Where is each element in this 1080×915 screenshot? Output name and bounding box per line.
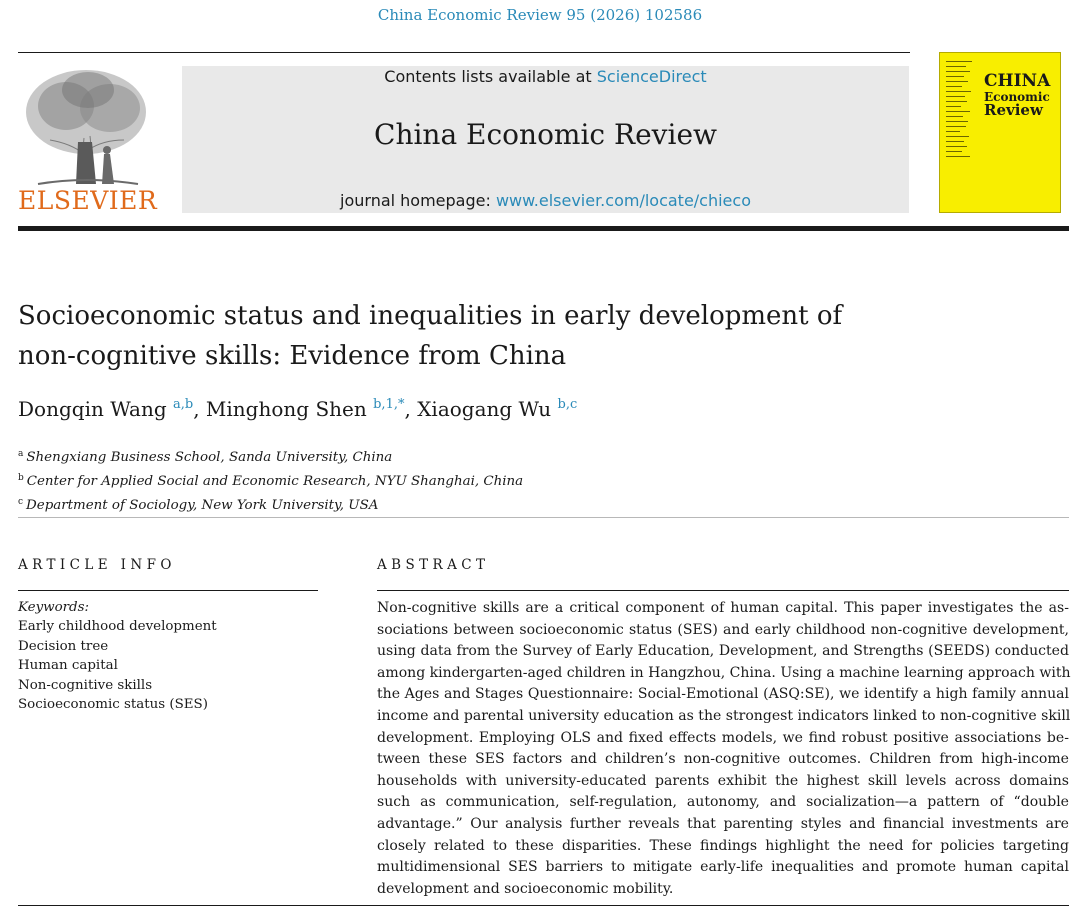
journal-citation[interactable]: China Economic Review 95 (2026) 102586 xyxy=(377,6,703,24)
publisher-name: ELSEVIER xyxy=(18,186,158,215)
abstract-line: advantage.” Our analysis further reveals that parenting styles and financial investments are xyxy=(377,815,1069,832)
affiliation-mark: c xyxy=(18,497,24,507)
author-separator: , xyxy=(193,397,206,421)
cover-title-line3: Review xyxy=(984,101,1043,119)
abstract-line: sociations between socioeconomic status (SES) and early childhood non-cognitive development, xyxy=(377,621,1069,638)
affiliation-item xyxy=(18,492,523,516)
affiliation-item xyxy=(18,468,523,492)
author-affiliation-marks[interactable]: b,c xyxy=(557,397,578,412)
abstract-line: closely related to these disparities. These findings highlight the need for policies targeting xyxy=(377,837,1069,854)
abstract-line: income and parental university education as the strongest indicators linked to non-cognitive skill xyxy=(377,707,1071,724)
article-info-rule xyxy=(18,590,318,591)
abstract-rule xyxy=(377,590,1069,591)
journal-banner xyxy=(182,66,909,213)
journal-title: China Economic Review xyxy=(374,118,717,151)
article-title-line1: Socioeconomic status and inequalities in early development of xyxy=(18,301,843,331)
sciencedirect-link[interactable]: ScienceDirect xyxy=(596,67,707,86)
journal-cover-image[interactable] xyxy=(939,52,1061,213)
abstract-heading: ABSTRACT xyxy=(377,557,490,573)
keywords-block xyxy=(18,598,217,714)
cover-contents-lines xyxy=(946,61,976,161)
affiliation-mark: a xyxy=(18,449,24,459)
author-affiliation-marks[interactable]: b,1,* xyxy=(373,397,405,412)
article-info-heading: ARTICLE INFO xyxy=(18,557,176,573)
author-separator: , xyxy=(404,397,418,421)
author-name[interactable]: Dongqin Wang xyxy=(18,397,167,421)
cover-title-line2: Economic xyxy=(984,90,1050,104)
homepage-line xyxy=(182,191,909,210)
homepage-prefix: journal homepage: xyxy=(340,191,496,210)
abstract-line: households with university-educated parents exhibit the highest skill levels across domains xyxy=(377,772,1069,789)
homepage-link[interactable]: www.elsevier.com/locate/chieco xyxy=(495,191,751,210)
author-list xyxy=(18,397,577,421)
abstract-line: development. Employing OLS and fixed effects models, we find robust positive associations be- xyxy=(377,729,1069,746)
affiliation-text: Shengxiang Business School, Sanda University, China xyxy=(26,450,393,465)
keyword-item[interactable]: Early childhood development xyxy=(18,619,217,635)
header-rule xyxy=(18,52,910,53)
keyword-item[interactable]: Decision tree xyxy=(18,638,109,654)
abstract-line: multidimensional SES barriers to mitigate early-life inequalities and promote human capital xyxy=(377,859,1069,876)
abstract-line: tween these SES factors and children’s non-cognitive outcomes. Children from high-income xyxy=(377,751,1069,768)
affiliation-list xyxy=(18,444,523,516)
abstract-line: using data from the Survey of Early Education, Development, and Strengths (SEEDS) conducted xyxy=(377,643,1069,660)
abstract-line: Non-cognitive skills are a critical component of human capital. This paper investigates the as- xyxy=(377,600,1069,616)
banner-rule xyxy=(18,226,1069,231)
affiliation-item xyxy=(18,444,523,468)
keyword-item[interactable]: Human capital xyxy=(18,658,118,674)
cover-title-line1: CHINA xyxy=(984,71,1051,91)
keyword-item[interactable]: Non-cognitive skills xyxy=(18,677,153,693)
article-title-line2: non-cognitive skills: Evidence from China xyxy=(18,341,567,371)
author-name[interactable]: Minghong Shen xyxy=(205,397,367,421)
affiliation-mark: b xyxy=(18,473,24,483)
footer-rule xyxy=(18,905,1069,906)
affiliation-text: Department of Sociology, New York University, USA xyxy=(26,498,379,513)
abstract-line: development and socioeconomic mobility. xyxy=(377,880,674,897)
keyword-item[interactable]: Socioeconomic status (SES) xyxy=(18,697,208,713)
article-title xyxy=(18,296,1018,376)
cover-title xyxy=(984,73,1050,118)
abstract-text xyxy=(377,598,1069,900)
abstract-line: such as communication, self-regulation, autonomy, and socialization—a pattern of “double xyxy=(377,794,1069,811)
section-divider xyxy=(18,517,1069,518)
abstract-line: among kindergarten-aged children in Hangzhou, China. Using a machine learning approach with xyxy=(377,664,1071,681)
affiliation-text: Center for Applied Social and Economic Research, NYU Shanghai, China xyxy=(26,474,524,489)
keywords-label: Keywords: xyxy=(18,600,90,615)
author-name[interactable]: Xiaogang Wu xyxy=(417,397,552,421)
author-affiliation-marks[interactable]: a,b xyxy=(172,397,194,412)
contents-prefix: Contents lists available at xyxy=(384,67,597,86)
abstract-line: the Ages and Stages Questionnaire: Social-Emotional (ASQ:SE), we identify a high family annual xyxy=(377,686,1069,703)
contents-line xyxy=(182,67,909,86)
